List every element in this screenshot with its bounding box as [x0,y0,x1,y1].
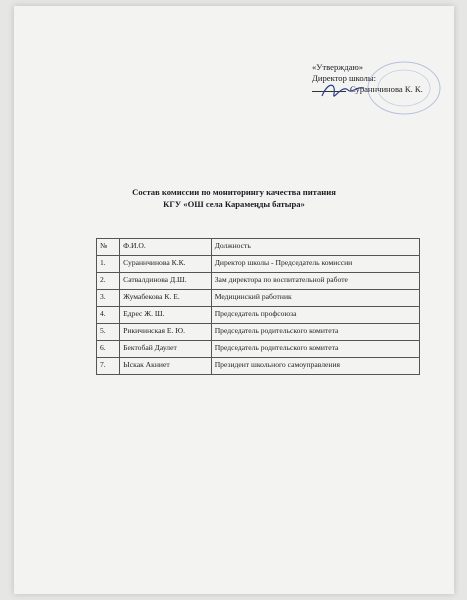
document-page [14,6,454,594]
row-number: 1. [97,256,120,273]
row-position: Президент школьного самоуправления [211,358,419,375]
row-name: Сатвалдинова Д.Ш. [120,273,212,290]
approval-name: Сураннчинова К. К. [350,84,423,94]
table-row [97,307,420,324]
row-number: 7. [97,358,120,375]
row-position: Председатель профсоюза [211,307,419,324]
row-position: Зам директора по воспитательной работе [211,273,419,290]
header-name: Ф.И.О. [120,239,212,256]
header-number: № [97,239,120,256]
title-line-2: КГУ «ОШ села Карамеңды батыра» [163,199,305,209]
row-number: 5. [97,324,120,341]
row-position: Директор школы - Председатель комиссии [211,256,419,273]
row-name: Ыскак Акниет [120,358,212,375]
signature-line [312,91,346,92]
header-position: Должность [211,239,419,256]
document-title [14,186,454,210]
row-name: Сураннчинова К.К. [120,256,212,273]
table-row [97,341,420,358]
row-name: Жумабекова К. Е. [120,290,212,307]
row-position: Председатель родительского комитета [211,341,419,358]
table-header-row [97,239,420,256]
table-row [97,358,420,375]
table-row [97,290,420,307]
row-position: Председатель родительского комитета [211,324,419,341]
row-number: 2. [97,273,120,290]
table-row [97,273,420,290]
row-number: 3. [97,290,120,307]
row-position: Медицинский работник [211,290,419,307]
approval-position: Директор школы: [312,73,377,83]
table-row [97,324,420,341]
title-line-1: Состав комиссии по мониторингу качества питания [132,187,336,197]
commission-table [96,238,420,375]
row-name: Рикичинская Е. Ю. [120,324,212,341]
row-number: 4. [97,307,120,324]
row-name: Едрес Ж. Ш. [120,307,212,324]
row-name: Бектобай Даулет [120,341,212,358]
approval-heading: «Утверждаю» [312,62,364,72]
approval-block [312,62,423,95]
row-number: 6. [97,341,120,358]
table-row [97,256,420,273]
